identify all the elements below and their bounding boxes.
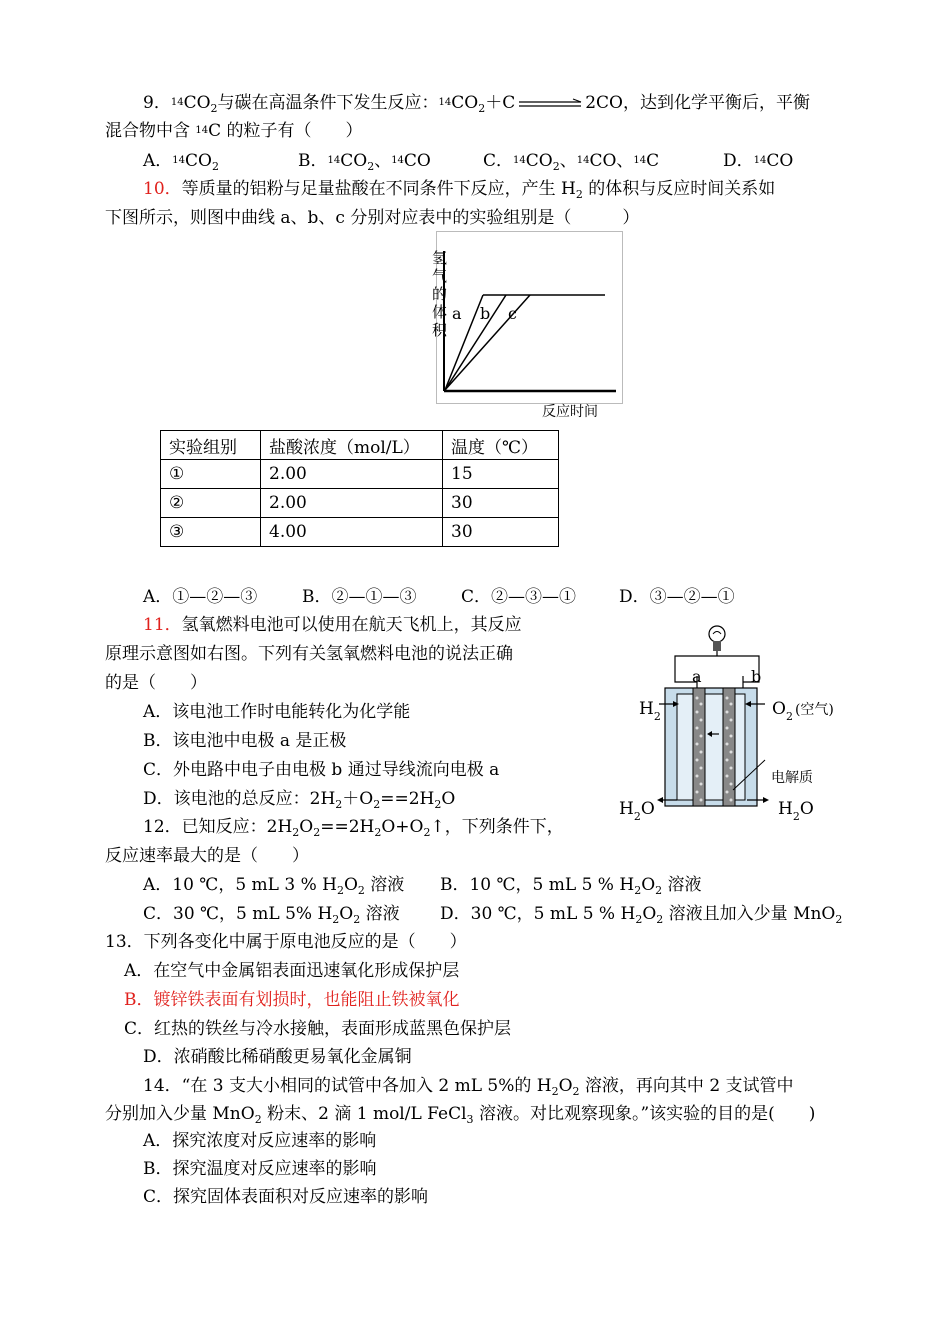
q12-line2: 反应速率最大的是（ ） — [105, 846, 309, 866]
q13-stem: 13．下列各变化中属于原电池反应的是（ ） — [105, 932, 467, 952]
q10-line1: 10．等质量的铝粉与足量盐酸在不同条件下反应，产生 $H_2$ 的体积与反应时间关系如 — [143, 179, 776, 201]
table-row: ① 2.00 15 — [161, 460, 559, 489]
ylabel-char: 气 — [432, 267, 448, 285]
q14-line1: 14．“在 3 支大小相同的试管中各加入 2 mL 5%的 $H_2O_2$ 溶液，再向其中 2 支试管中 — [143, 1076, 794, 1098]
table-row: ③ 4.00 30 — [161, 518, 559, 547]
q9-option-d[interactable]: D．$^{14}$CO — [723, 151, 794, 171]
q11-fuel-cell-diagram — [615, 620, 855, 825]
q13-option-a[interactable]: A．在空气中金属铝表面迅速氧化形成保护层 — [124, 961, 460, 981]
q11-option-d[interactable]: D．该电池的总反应：$2H_2+O_2==2H_2O$ — [143, 789, 456, 811]
ylabel-char: 积 — [432, 321, 448, 339]
q9-line1: 9．$^{14}CO_2$与碳在高温条件下发生反应：$^{14}CO_2+C$ 2CO，达到化学平衡后，平衡 — [143, 93, 810, 115]
q14-option-c[interactable]: C．探究固体表面积对反应速率的影响 — [143, 1187, 429, 1207]
electrolyte-label: 电解质 — [771, 770, 813, 786]
q9-option-a[interactable]: A．$^{14}CO_2$ — [143, 151, 219, 173]
q10-line2: 下图所示，则图中曲线 a、b、c 分别对应表中的实验组别是（ ） — [105, 208, 640, 228]
q9-line2: 混合物中含 $^{14}$C 的粒子有（ ） — [105, 121, 363, 141]
q10-experiment-table — [160, 430, 559, 547]
electrode-a — [693, 688, 705, 806]
q12-option-a[interactable]: A．10 ℃，5 mL 3 % $H_2O_2$ 溶液 — [143, 875, 405, 897]
h2-label: $H_2$ — [639, 699, 661, 723]
q11-line2: 原理示意图如右图。下列有关氢氧燃料电池的说法正确 — [105, 644, 513, 664]
xlabel: 反应时间 — [542, 404, 598, 420]
q14-line2: 分别加入少量 MnO$_2$ 粉末、2 滴 1 mol/L FeCl$_3$ 溶液。对比观察现象。”该实验的目的是( ) — [105, 1104, 816, 1126]
q11-option-a[interactable]: A．该电池工作时电能转化为化学能 — [143, 702, 411, 722]
q11-line3: 的是（ ） — [105, 673, 207, 693]
electrode-a-label: a — [692, 667, 702, 686]
q14-option-a[interactable]: A．探究浓度对反应速率的影响 — [143, 1131, 377, 1151]
q9-option-b[interactable]: B．$^{14}CO_2$、$^{14}$CO — [298, 151, 431, 173]
q10-option-b[interactable]: B．②—①—③ — [302, 587, 417, 607]
q10-option-d[interactable]: D．③—②—① — [619, 587, 735, 607]
lightbulb-icon — [709, 626, 725, 656]
o2-label: $O_2$ $^{(空气)}$ — [772, 699, 834, 723]
ylabel-char: 的 — [432, 285, 448, 303]
q10-option-c[interactable]: C．②—③—① — [461, 587, 577, 607]
q12-option-b[interactable]: B．10 ℃，5 mL 5 % $H_2O_2$ 溶液 — [440, 875, 702, 897]
h2o-left-label: $H_2O$ — [619, 799, 655, 823]
q10-option-a[interactable]: A．①—②—③ — [143, 587, 258, 607]
q12-line1: 12．已知反应：$2H_2O_2==2H_2O+O_2↑$，下列条件下， — [143, 817, 564, 839]
q13-option-c[interactable]: C．红热的铁丝与冷水接触，表面形成蓝黑色保护层 — [124, 1019, 512, 1039]
q9-option-c[interactable]: C．$^{14}CO_2$、$^{14}$CO、$^{14}$C — [483, 151, 660, 173]
q13-option-b[interactable]: B．镀锌铁表面有划损时，也能阻止铁被氧化 — [124, 990, 460, 1010]
ylabel-char: 体 — [432, 303, 448, 321]
q11-line1: 11．氢氧燃料电池可以使用在航天飞机上，其反应 — [143, 615, 522, 635]
electrode-b — [723, 688, 735, 806]
equilibrium-arrow — [517, 99, 583, 109]
curve-c-label: c — [508, 304, 517, 323]
q12-option-d[interactable]: D．30 ℃，5 mL 5 % $H_2O_2$ 溶液且加入少量 MnO$_2$ — [440, 904, 843, 926]
ylabel-char: 氢 — [432, 249, 448, 267]
electrode-b-label: b — [751, 667, 762, 686]
q13-option-d[interactable]: D．浓硝酸比稀硝酸更易氧化金属铜 — [143, 1047, 412, 1067]
q11-option-b[interactable]: B．该电池中电极 a 是正极 — [143, 731, 347, 751]
curve-a-label: a — [452, 304, 462, 323]
curve-b-label: b — [480, 304, 491, 323]
q12-option-c[interactable]: C．30 ℃，5 mL 5% $H_2O_2$ 溶液 — [143, 904, 400, 926]
q11-option-c[interactable]: C．外电路中电子由电极 b 通过导线流向电极 a — [143, 760, 500, 780]
table-header-row: 实验组别 盐酸浓度（mol/L） 温度（℃） — [161, 431, 559, 460]
q10-volume-time-chart — [432, 231, 623, 421]
q14-option-b[interactable]: B．探究温度对反应速率的影响 — [143, 1159, 377, 1179]
table-row: ② 2.00 30 — [161, 489, 559, 518]
h2o-right-label: $H_2O$ — [778, 799, 814, 823]
